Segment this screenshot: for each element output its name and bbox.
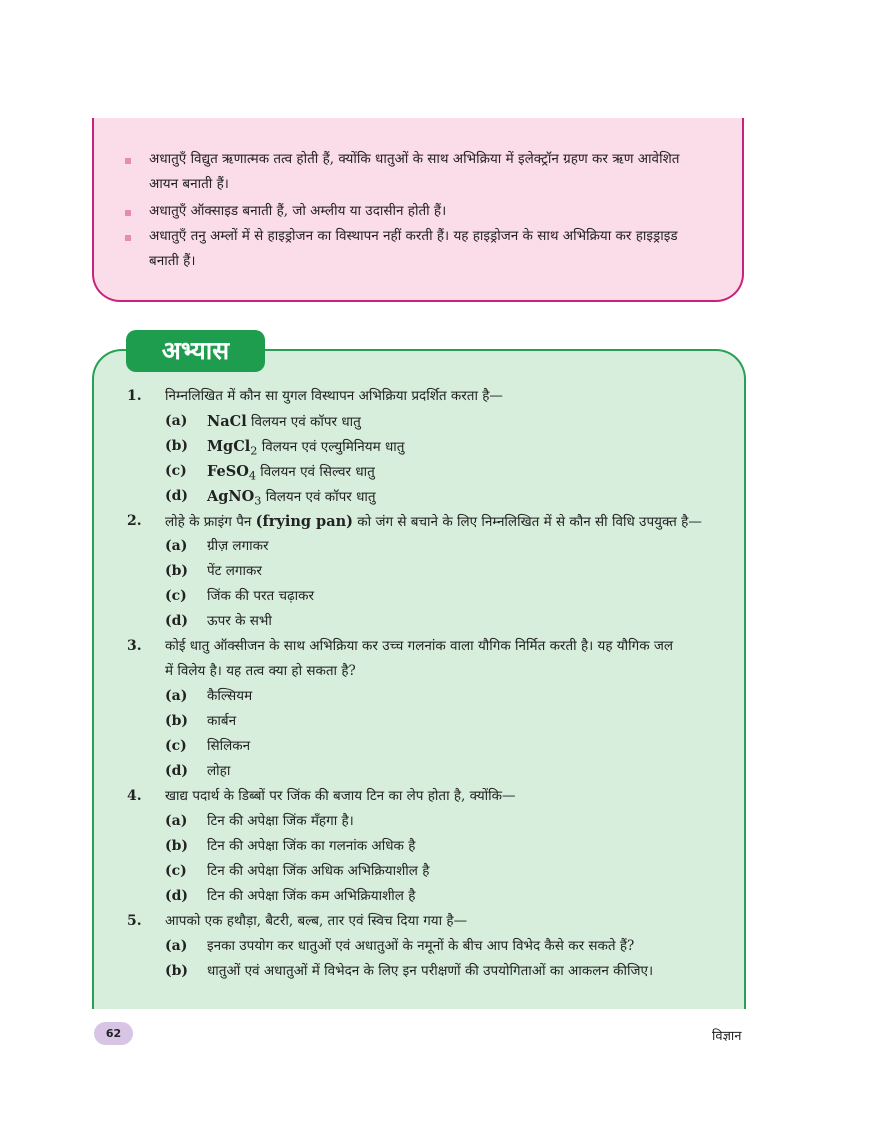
option-label: (c) bbox=[165, 463, 187, 479]
bullet-icon bbox=[125, 158, 131, 164]
text: टिन की अपेक्षा जिंक अधिक अभिक्रियाशील है bbox=[207, 863, 430, 879]
option-label: (c) bbox=[165, 863, 187, 879]
option-label: (a) bbox=[165, 813, 188, 829]
text: कोई धातु ऑक्सीजन के साथ अभिक्रिया कर उच्च गलनांक वाला यौगिक निर्मित करती है। यह यौगिक जल bbox=[165, 638, 674, 654]
text: धातुओं एवं अधातुओं में विभेदन के लिए इन परीक्षणों की उपयोगिताओं का आकलन कीजिए। bbox=[207, 963, 654, 979]
text: पेंट लगाकर bbox=[207, 563, 262, 579]
option-label: (d) bbox=[165, 888, 189, 904]
option-label: (a) bbox=[165, 938, 188, 954]
text-line: अधातुएँ तनु अम्लों में से हाइड्रोजन का विस्थापन नहीं करती हैं। यह हाइड्रोजन के साथ अभिक्रिया कर हाइड्राइड bbox=[149, 228, 678, 244]
formula-subscript: 2 bbox=[250, 444, 258, 458]
option-label: (a) bbox=[165, 413, 188, 429]
option-label: (c) bbox=[165, 588, 187, 604]
option-text bbox=[207, 759, 230, 784]
option-text bbox=[207, 834, 415, 859]
text-bold: (frying pan) bbox=[255, 513, 353, 530]
option-text bbox=[207, 734, 250, 759]
option-text bbox=[207, 809, 354, 834]
option-label: (b) bbox=[165, 563, 189, 579]
text: विलयन एवं कॉपर धातु bbox=[261, 489, 376, 505]
option-text bbox=[207, 559, 262, 584]
summary-bullet-1 bbox=[149, 147, 729, 197]
bullet-icon bbox=[125, 210, 131, 216]
option-label: (b) bbox=[165, 713, 189, 729]
summary-bullet-2: अधातुएँ ऑक्साइड बनाती हैं, जो अम्लीय या उदासीन होती हैं। bbox=[149, 203, 447, 219]
question-number: 1. bbox=[127, 388, 142, 404]
option-text bbox=[207, 684, 252, 709]
option-text bbox=[207, 534, 269, 559]
text: को जंग से बचाने के लिए निम्नलिखित में से कौन सी विधि उपयुक्त है— bbox=[353, 514, 702, 530]
option-text bbox=[207, 859, 429, 884]
text: कैल्सियम bbox=[207, 688, 253, 704]
option-text bbox=[207, 584, 314, 609]
page-number: 62 bbox=[94, 1022, 133, 1045]
text: टिन की अपेक्षा जिंक मँहगा है। bbox=[207, 813, 354, 829]
text: जिंक की परत चढ़ाकर bbox=[207, 588, 315, 604]
text-line: बनाती हैं। bbox=[149, 253, 196, 269]
option-label: (d) bbox=[165, 763, 189, 779]
option-text bbox=[207, 959, 653, 984]
chemical-formula: AgNO bbox=[207, 488, 255, 505]
text: विलयन एवं एल्युमिनियम धातु bbox=[257, 439, 405, 455]
question-text-continued: में विलेय है। यह तत्व क्या हो सकता है? bbox=[165, 663, 356, 679]
question-text bbox=[165, 909, 467, 934]
exercise-title: अभ्यास bbox=[126, 330, 265, 372]
option-text bbox=[207, 609, 272, 634]
option-text bbox=[207, 709, 236, 734]
text-line: आयन बनाती हैं। bbox=[149, 176, 229, 192]
text: इनका उपयोग कर धातुओं एवं अधातुओं के नमूनों के बीच आप विभेद कैसे कर सकते हैं? bbox=[207, 938, 635, 954]
option-label: (d) bbox=[165, 613, 189, 629]
chemical-formula: NaCl bbox=[207, 413, 247, 430]
option-text bbox=[207, 884, 415, 909]
option-label: (a) bbox=[165, 688, 188, 704]
question-text bbox=[165, 384, 503, 409]
option-text bbox=[207, 409, 361, 435]
question-number: 2. bbox=[127, 513, 142, 529]
option-label: (a) bbox=[165, 538, 188, 554]
bullet-icon bbox=[125, 235, 131, 241]
text: कार्बन bbox=[207, 713, 237, 729]
question-text bbox=[165, 634, 673, 659]
text: टिन की अपेक्षा जिंक का गलनांक अधिक है bbox=[207, 838, 416, 854]
text: आपको एक हथौड़ा, बैटरी, बल्ब, तार एवं स्विच दिया गया है— bbox=[165, 913, 468, 929]
text: खाद्य पदार्थ के डिब्बों पर जिंक की बजाय टिन का लेप होता है, क्योंकि— bbox=[165, 788, 516, 804]
formula-subscript: 3 bbox=[254, 494, 262, 508]
summary-bullet-3 bbox=[149, 224, 729, 274]
text: ग्रीज़ लगाकर bbox=[207, 538, 269, 554]
question-text bbox=[165, 509, 702, 535]
subject-name: विज्ञान bbox=[712, 1029, 742, 1044]
option-label: (d) bbox=[165, 488, 189, 504]
text: निम्नलिखित में कौन सा युगल विस्थापन अभिक्रिया प्रदर्शित करता है— bbox=[165, 388, 503, 404]
text: ऊपर के सभी bbox=[207, 613, 272, 629]
question-number: 3. bbox=[127, 638, 142, 654]
summary-box bbox=[92, 118, 744, 302]
text: विलयन एवं सिल्वर धातु bbox=[256, 464, 375, 480]
chemical-formula: FeSO bbox=[207, 463, 249, 480]
option-label: (b) bbox=[165, 438, 189, 454]
question-number: 4. bbox=[127, 788, 142, 804]
question-text bbox=[165, 784, 516, 809]
option-text bbox=[207, 934, 634, 959]
option-label: (b) bbox=[165, 963, 189, 979]
text-line: अधातुएँ विद्युत ऋणात्मक तत्व होती हैं, क्योंकि धातुओं के साथ अभिक्रिया में इलेक्ट्रॉन ग्रहण कर ऋण आवेशित bbox=[149, 151, 680, 167]
text: सिलिकन bbox=[207, 738, 251, 754]
chemical-formula: MgCl bbox=[207, 438, 251, 455]
option-label: (c) bbox=[165, 738, 187, 754]
option-label: (b) bbox=[165, 838, 189, 854]
question-number: 5. bbox=[127, 913, 142, 929]
text: विलयन एवं कॉपर धातु bbox=[246, 414, 361, 430]
formula-subscript: 4 bbox=[248, 469, 257, 483]
text: लोहा bbox=[207, 763, 231, 779]
text: लोहे के फ्राइंग पैन bbox=[165, 514, 256, 530]
text: टिन की अपेक्षा जिंक कम अभिक्रियाशील है bbox=[207, 888, 416, 904]
